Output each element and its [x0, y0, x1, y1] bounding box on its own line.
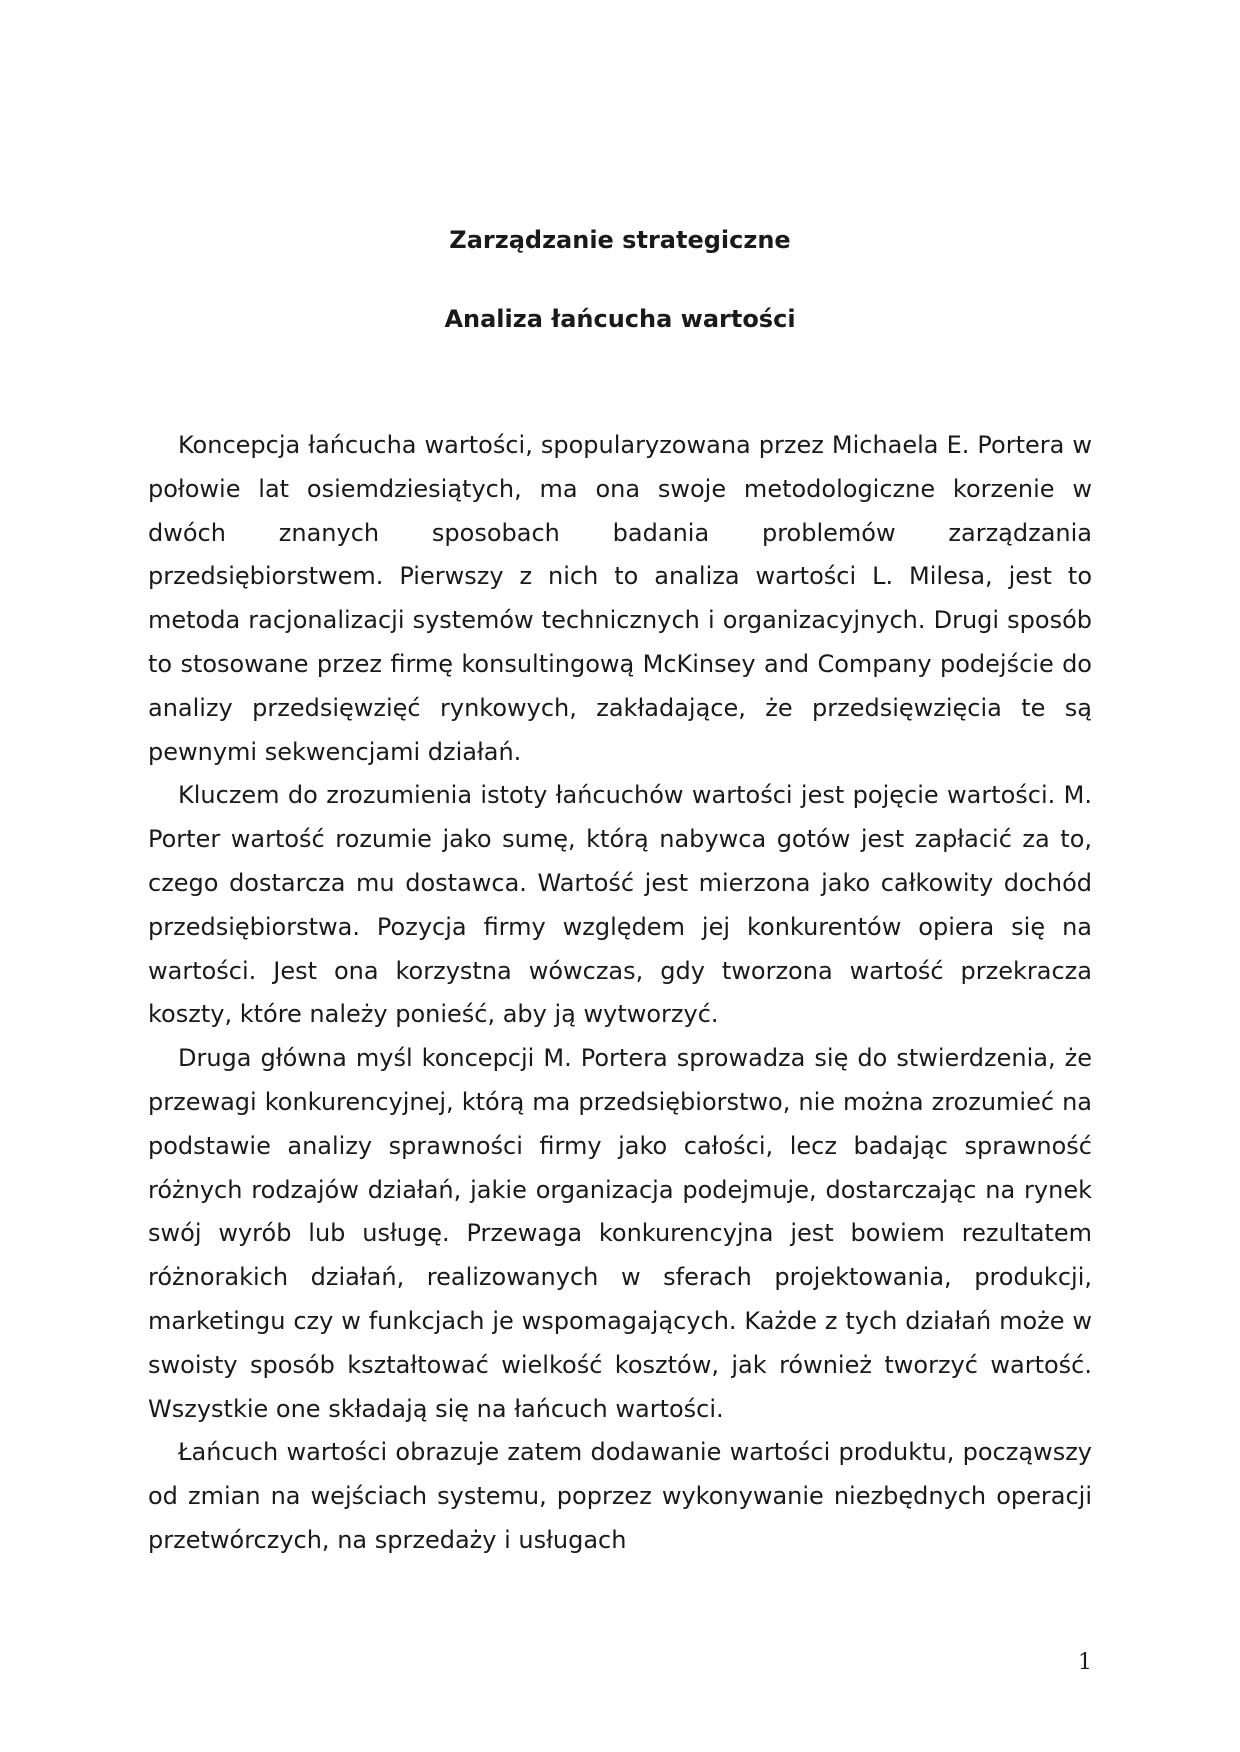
document-title: Zarządzanie strategiczne: [449, 226, 791, 254]
document-subtitle: Analiza łańcucha wartości: [444, 305, 796, 333]
page-number: 1: [1078, 1650, 1092, 1675]
paragraph-2: Kluczem do zrozumienia istoty łańcuchów wartości jest pojęcie wartości. M. Porter wartość rozumie jako sumę, którą nabywca gotów jest zapłacić za to, czego dostarcza mu dostawca. Wartość jest mierzona jako całkowity dochód przedsiębiorstwa. Pozycja firmy względem jej konkurentów opiera się na wartości. Jest ona korzystna wówczas, gdy tworzona wartość przekracza koszty, które należy ponieść, aby ją wytworzyć.: [148, 781, 1092, 1029]
document-body: [148, 424, 1092, 1563]
paragraph-1: Koncepcja łańcucha wartości, spopularyzowana przez Michaela E. Portera w połowie lat osiemdziesiątych, ma ona swoje metodologiczne korzenie w dwóch znanych sposobach badania problemów zarządzania przedsiębiorstwem. Pierwszy z nich to analiza wartości L. Milesa, jest to metoda racjonalizacji systemów technicznych i organizacyjnych. Drugi sposób to stosowane przez firmę konsultingową McKinsey and Company podejście do analizy przedsięwzięć rynkowych, zakładające, że przedsięwzięcia te są pewnymi sekwencjami działań.: [148, 431, 1092, 766]
paragraph-4: Łańcuch wartości obrazuje zatem dodawanie wartości produktu, począwszy od zmian na wejściach systemu, poprzez wykonywanie niezbędnych operacji przetwórczych, na sprzedaży i usługach: [148, 1438, 1092, 1554]
paragraph-3: Druga główna myśl koncepcji M. Portera sprowadza się do stwierdzenia, że przewagi konkurencyjnej, którą ma przedsiębiorstwo, nie można zrozumieć na podstawie analizy sprawności firmy jako całości, lecz badając sprawność różnych rodzajów działań, jakie organizacja podejmuje, dostarczając na rynek swój wyrób lub usługę. Przewaga konkurencyjna jest bowiem rezultatem różnorakich działań, realizowanych w sferach projektowania, produkcji, marketingu czy w funkcjach je wspomagających. Każde z tych działań może w swoisty sposób kształtować wielkość kosztów, jak również tworzyć wartość. Wszystkie one składają się na łańcuch wartości.: [148, 1044, 1092, 1423]
